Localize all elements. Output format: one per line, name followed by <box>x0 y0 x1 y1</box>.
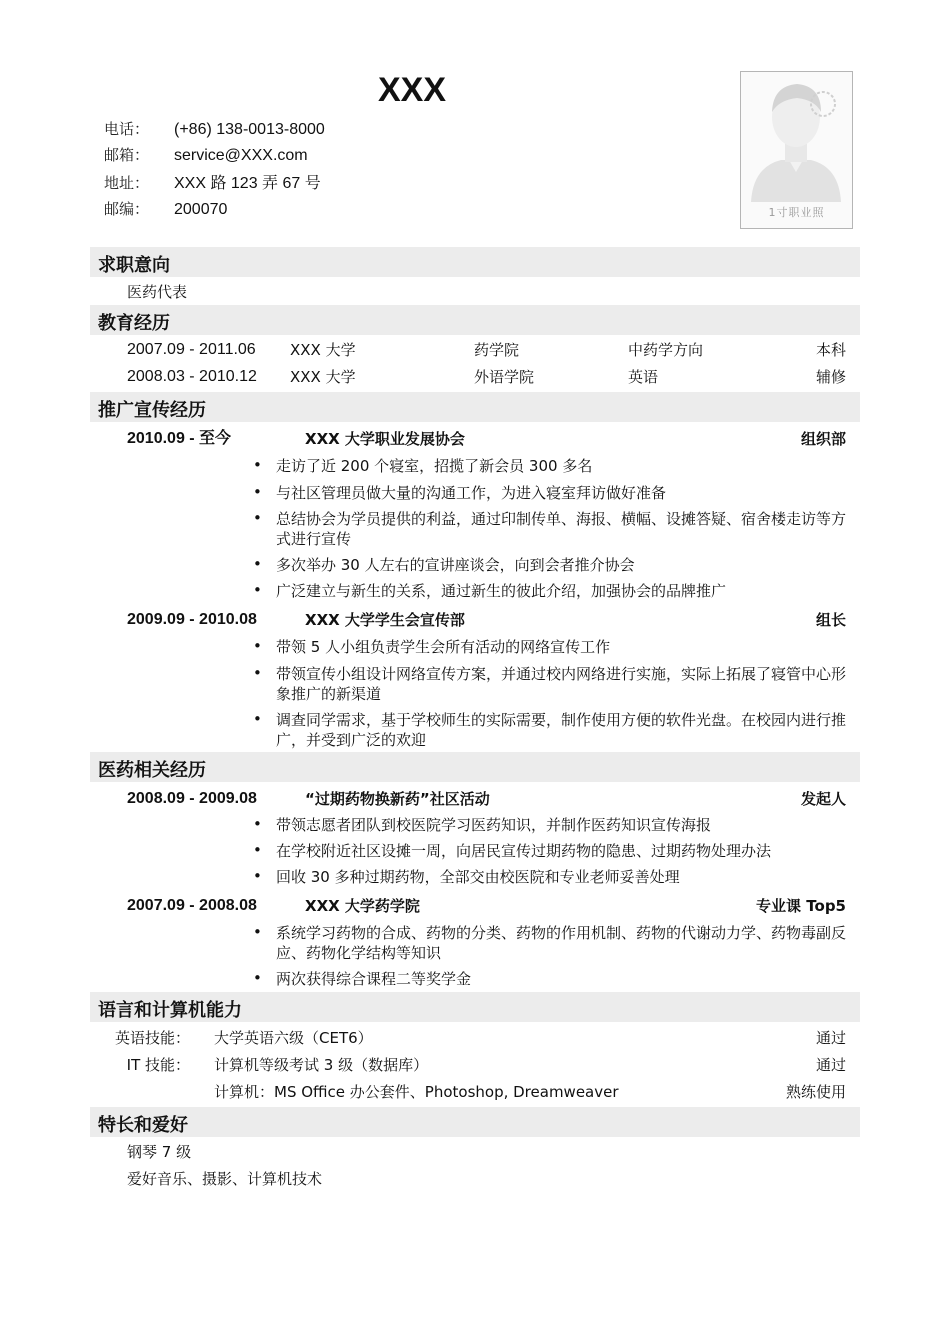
bullet-text: 回收 30 多种过期药物，全部交由校医院和专业老师妥善处理 <box>276 868 680 886</box>
bullet-text: 走访了近 200 个寝室，招揽了新会员 300 多名 <box>276 457 593 475</box>
entry-org: XXX 大学药学院 <box>305 897 420 915</box>
entry-org: XXX 大学职业发展协会 <box>305 430 465 448</box>
contact-value: 200070 <box>174 201 228 218</box>
objective-text: 医药代表 <box>127 283 188 301</box>
bullet-text: 与社区管理员做大量的沟通工作，为进入寝室拜访做好准备 <box>276 484 667 502</box>
bullet-dot: • <box>253 969 262 987</box>
section-title: 教育经历 <box>98 313 170 334</box>
contact-label: 邮箱： <box>104 146 150 164</box>
edu-school: XXX 大学 <box>290 341 356 359</box>
edu-dept: 药学院 <box>474 341 520 359</box>
bullet-dot: • <box>253 664 262 682</box>
entry-date: 2009.09 - 2010.08 <box>127 611 257 628</box>
section-title: 推广宣传经历 <box>98 400 206 421</box>
entry-org: XXX 大学学生会宣传部 <box>305 611 465 629</box>
hobby-item: 钢琴 7 级 <box>127 1143 192 1161</box>
contact-label: 地址： <box>104 174 150 192</box>
contact-address <box>104 172 321 195</box>
skill-label: 英语技能： <box>114 1029 190 1047</box>
bullet-text: 在学校附近社区设摊一周，向居民宣传过期药物的隐患、过期药物处理办法 <box>276 842 772 860</box>
edu-major: 英语 <box>628 368 659 386</box>
contact-phone <box>104 118 325 141</box>
entry-role: 组织部 <box>800 430 846 448</box>
bullet-dot: • <box>253 456 262 474</box>
contact-label: 邮编： <box>104 200 150 218</box>
bullet-text: 带领宣传小组设计网络宣传方案，并通过校内网络进行实施，实际上拓展了寝管中心形象推广的新渠道 <box>276 665 847 703</box>
entry-date: 2007.09 - 2008.08 <box>127 897 257 914</box>
edu-dept: 外语学院 <box>474 368 535 386</box>
skill-level: 通过 <box>815 1056 846 1074</box>
bullet-dot: • <box>253 923 262 941</box>
section-title: 特长和爱好 <box>98 1115 188 1136</box>
entry-date: 2008.09 - 2009.08 <box>127 790 257 807</box>
hobby-item: 爱好音乐、摄影、计算机技术 <box>127 1170 323 1188</box>
edu-degree: 辅修 <box>815 368 846 386</box>
entry-role: 专业课 Top5 <box>756 897 846 915</box>
contact-zip <box>104 198 227 221</box>
contact-value: (+86) 138-0013-8000 <box>174 121 325 138</box>
edu-school: XXX 大学 <box>290 368 356 386</box>
bullet-text: 多次举办 30 人左右的宣讲座谈会，向到会者推介协会 <box>276 556 635 574</box>
contact-email <box>104 144 308 167</box>
edu-major: 中药学方向 <box>628 341 704 359</box>
skill-label: IT 技能： <box>126 1056 190 1074</box>
contact-value: XXX 路 123 弄 67 号 <box>174 175 321 192</box>
section-title: 医药相关经历 <box>98 760 206 781</box>
bullet-dot: • <box>253 555 262 573</box>
bullet-text: 带领志愿者团队到校医院学习医药知识，并制作医药知识宣传海报 <box>276 816 712 834</box>
bullet-dot: • <box>253 841 262 859</box>
bullet-dot: • <box>253 867 262 885</box>
bullet-dot: • <box>253 509 262 527</box>
section-title: 求职意向 <box>98 255 170 276</box>
skill-text: 计算机：MS Office 办公套件、Photoshop, Dreamweaver <box>214 1083 619 1101</box>
entry-date: 2010.09 - 至今 <box>127 430 232 447</box>
bullet-text: 广泛建立与新生的关系，通过新生的彼此介绍，加强协会的品牌推广 <box>276 582 727 600</box>
resume-name: XXX <box>377 71 447 109</box>
section-skills-header <box>90 992 860 1022</box>
bullet-text: 带领 5 人小组负责学生会所有活动的网络宣传工作 <box>276 638 611 656</box>
bullet-dot: • <box>253 815 262 833</box>
skill-text: 大学英语六级（CET6） <box>214 1029 373 1047</box>
section-title: 语言和计算机能力 <box>98 1000 242 1021</box>
entry-role: 组长 <box>815 611 846 629</box>
bullet-text: 总结协会为学员提供的利益，通过印制传单、海报、横幅、设摊答疑、宿舍楼走访等方式进行宣传 <box>276 510 847 548</box>
section-objective-header <box>90 247 860 277</box>
bullet-dot: • <box>253 581 262 599</box>
skill-level: 通过 <box>815 1029 846 1047</box>
section-education-header <box>90 305 860 335</box>
edu-date: 2008.03 - 2010.12 <box>127 368 257 385</box>
edu-degree: 本科 <box>815 341 846 359</box>
photo-caption: 1寸职业照 <box>768 206 825 219</box>
section-medical-header <box>90 752 860 782</box>
skill-level: 熟练使用 <box>785 1083 846 1101</box>
section-hobbies-header <box>90 1107 860 1137</box>
contact-value: service@XXX.com <box>174 147 308 164</box>
bullet-dot: • <box>253 483 262 501</box>
bullet-text: 调查同学需求，基于学校师生的实际需要，制作使用方便的软件光盘。在校园内进行推广，并受到广泛的欢迎 <box>276 711 847 749</box>
bullet-dot: • <box>253 710 262 728</box>
skill-text: 计算机等级考试 3 级（数据库） <box>214 1056 429 1074</box>
entry-org: “过期药物换新药”社区活动 <box>305 790 490 808</box>
edu-date: 2007.09 - 2011.06 <box>127 341 256 358</box>
bullet-text: 系统学习药物的合成、药物的分类、药物的作用机制、药物的代谢动力学、药物毒副反应、药物化学结构等知识 <box>276 924 847 962</box>
contact-label: 电话： <box>104 120 150 138</box>
section-promo-header <box>90 392 860 422</box>
bullet-text: 两次获得综合课程二等奖学金 <box>276 970 472 988</box>
entry-role: 发起人 <box>800 790 846 808</box>
bullet-dot: • <box>253 637 262 655</box>
profile-photo-placeholder <box>740 71 853 229</box>
